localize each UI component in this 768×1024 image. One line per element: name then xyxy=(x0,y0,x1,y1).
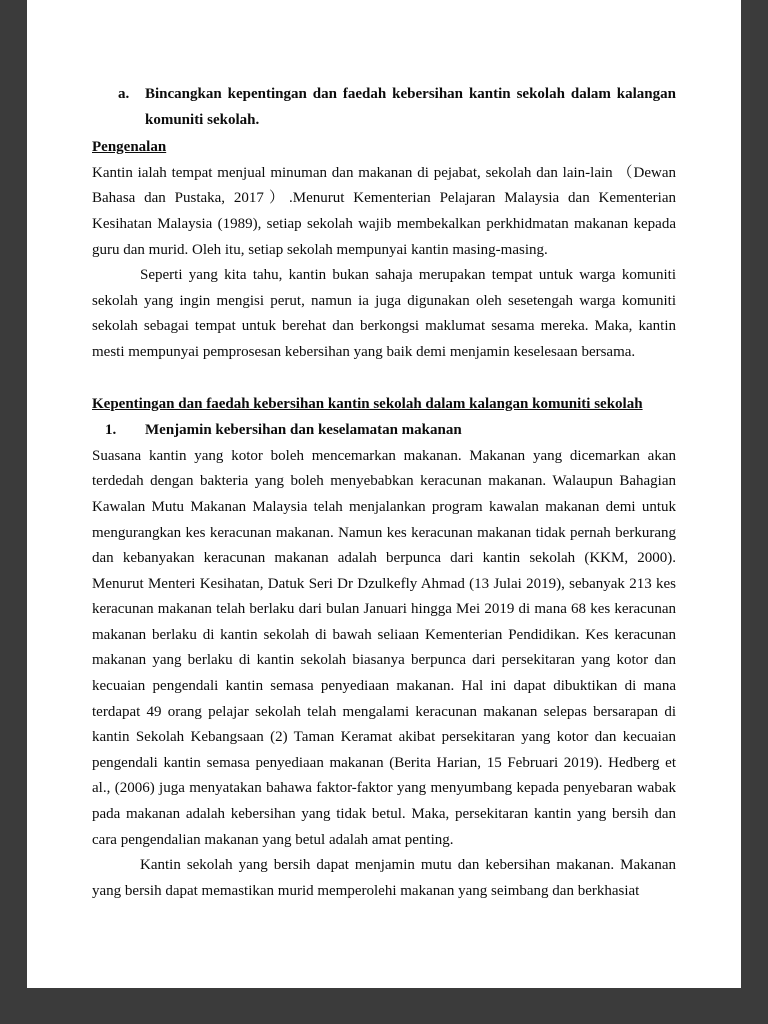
point-1-paragraph-1: Suasana kantin yang kotor boleh mencemarkan makanan. Makanan yang dicemarkan akan terdedah dengan bakteria yang boleh menyebabkan keracunan makanan. Walaupun Bahagian Kawalan Mutu Makanan Malaysia telah menjalankan program kawalan makanan demi untuk mengurangkan kes keracunan makanan. Namun kes keracunan makanan tidak pernah berkurang dan kebanyakan keracunan makanan adalah berpunca dari kantin sekolah (KKM, 2000). Menurut Menteri Kesihatan, Datuk Seri Dr Dzulkefly Ahmad (13 Julai 2019), sebanyak 213 kes keracunan makanan telah berlaku dari bulan Januari hingga Mei 2019 di mana 68 kes keracunan makanan berlaku di kantin sekolah di bawah seliaan Kementerian Pendidikan. Kes keracunan makanan yang berlaku di kantin sekolah biasanya berpunca dari persekitaran yang kotor dan kecuaian pengendali kantin semasa penyediaan makanan. Hal ini dapat dibuktikan di mana terdapat 49 orang pelajar sekolah telah mengalami keracunan makanan selepas bersarapan di kantin Sekolah Kebangsaan (2) Taman Keramat akibat persekitaran yang kotor dan kecuaian pengendali kantin semasa penyediaan makanan (Berita Harian, 15 Februari 2019). Hedberg et al., (2006) juga menyatakan bahawa faktor-faktor yang menyumbang kepada penyebaran wabak pada makanan adalah kebersihan yang tidak betul. Maka, persekitaran kantin yang bersih dan cara pengendalian makanan yang betul adalah amat penting. xyxy=(92,447,676,848)
intro-paragraph-1: Kantin ialah tempat menjual minuman dan makanan di pejabat, sekolah dan lain-lain （Dewan Bahasa dan Pustaka, 2017）.Menurut Kementerian Pelajaran Malaysia dan Kementerian Kesihatan Malaysia (1989), setiap sekolah wajib membekalkan perkhidmatan makanan kepada guru dan murid. Oleh itu, setiap sekolah mempunyai kantin masing-masing. xyxy=(92,164,676,258)
point-1-title xyxy=(92,418,676,444)
document-page xyxy=(27,0,741,988)
question-label: a. xyxy=(118,86,130,102)
question-item xyxy=(92,82,676,133)
intro-paragraph-2: Seperti yang kita tahu, kantin bukan sahaja merupakan tempat untuk warga komuniti sekolah yang ingin mengisi perut, namun ia juga digunakan oleh sesetengah warga komuniti sekolah sebagai tempat untuk berehat dan berkongsi maklumat sesama mereka. Maka, kantin mesti mempunyai pemprosesan kebersihan yang baik demi menjamin keselesaan bersama. xyxy=(92,267,676,360)
point-1-paragraph-2: Kantin sekolah yang bersih dapat menjamin mutu dan kebersihan makanan. Makanan yang bersih dapat memastikan murid memperolehi makanan yang seimbang dan berkhasiat xyxy=(92,857,676,899)
intro-heading: Pengenalan xyxy=(92,139,167,156)
section-heading: Kepentingan dan faedah kebersihan kantin sekolah dalam kalangan komuniti sekolah xyxy=(92,395,643,412)
point-1-title-text: Menjamin kebersihan dan keselamatan makanan xyxy=(145,422,462,439)
point-1-number: 1. xyxy=(105,422,117,439)
question-text: Bincangkan kepentingan dan faedah kebersihan kantin sekolah dalam kalangan komuniti sekolah. xyxy=(145,86,676,128)
